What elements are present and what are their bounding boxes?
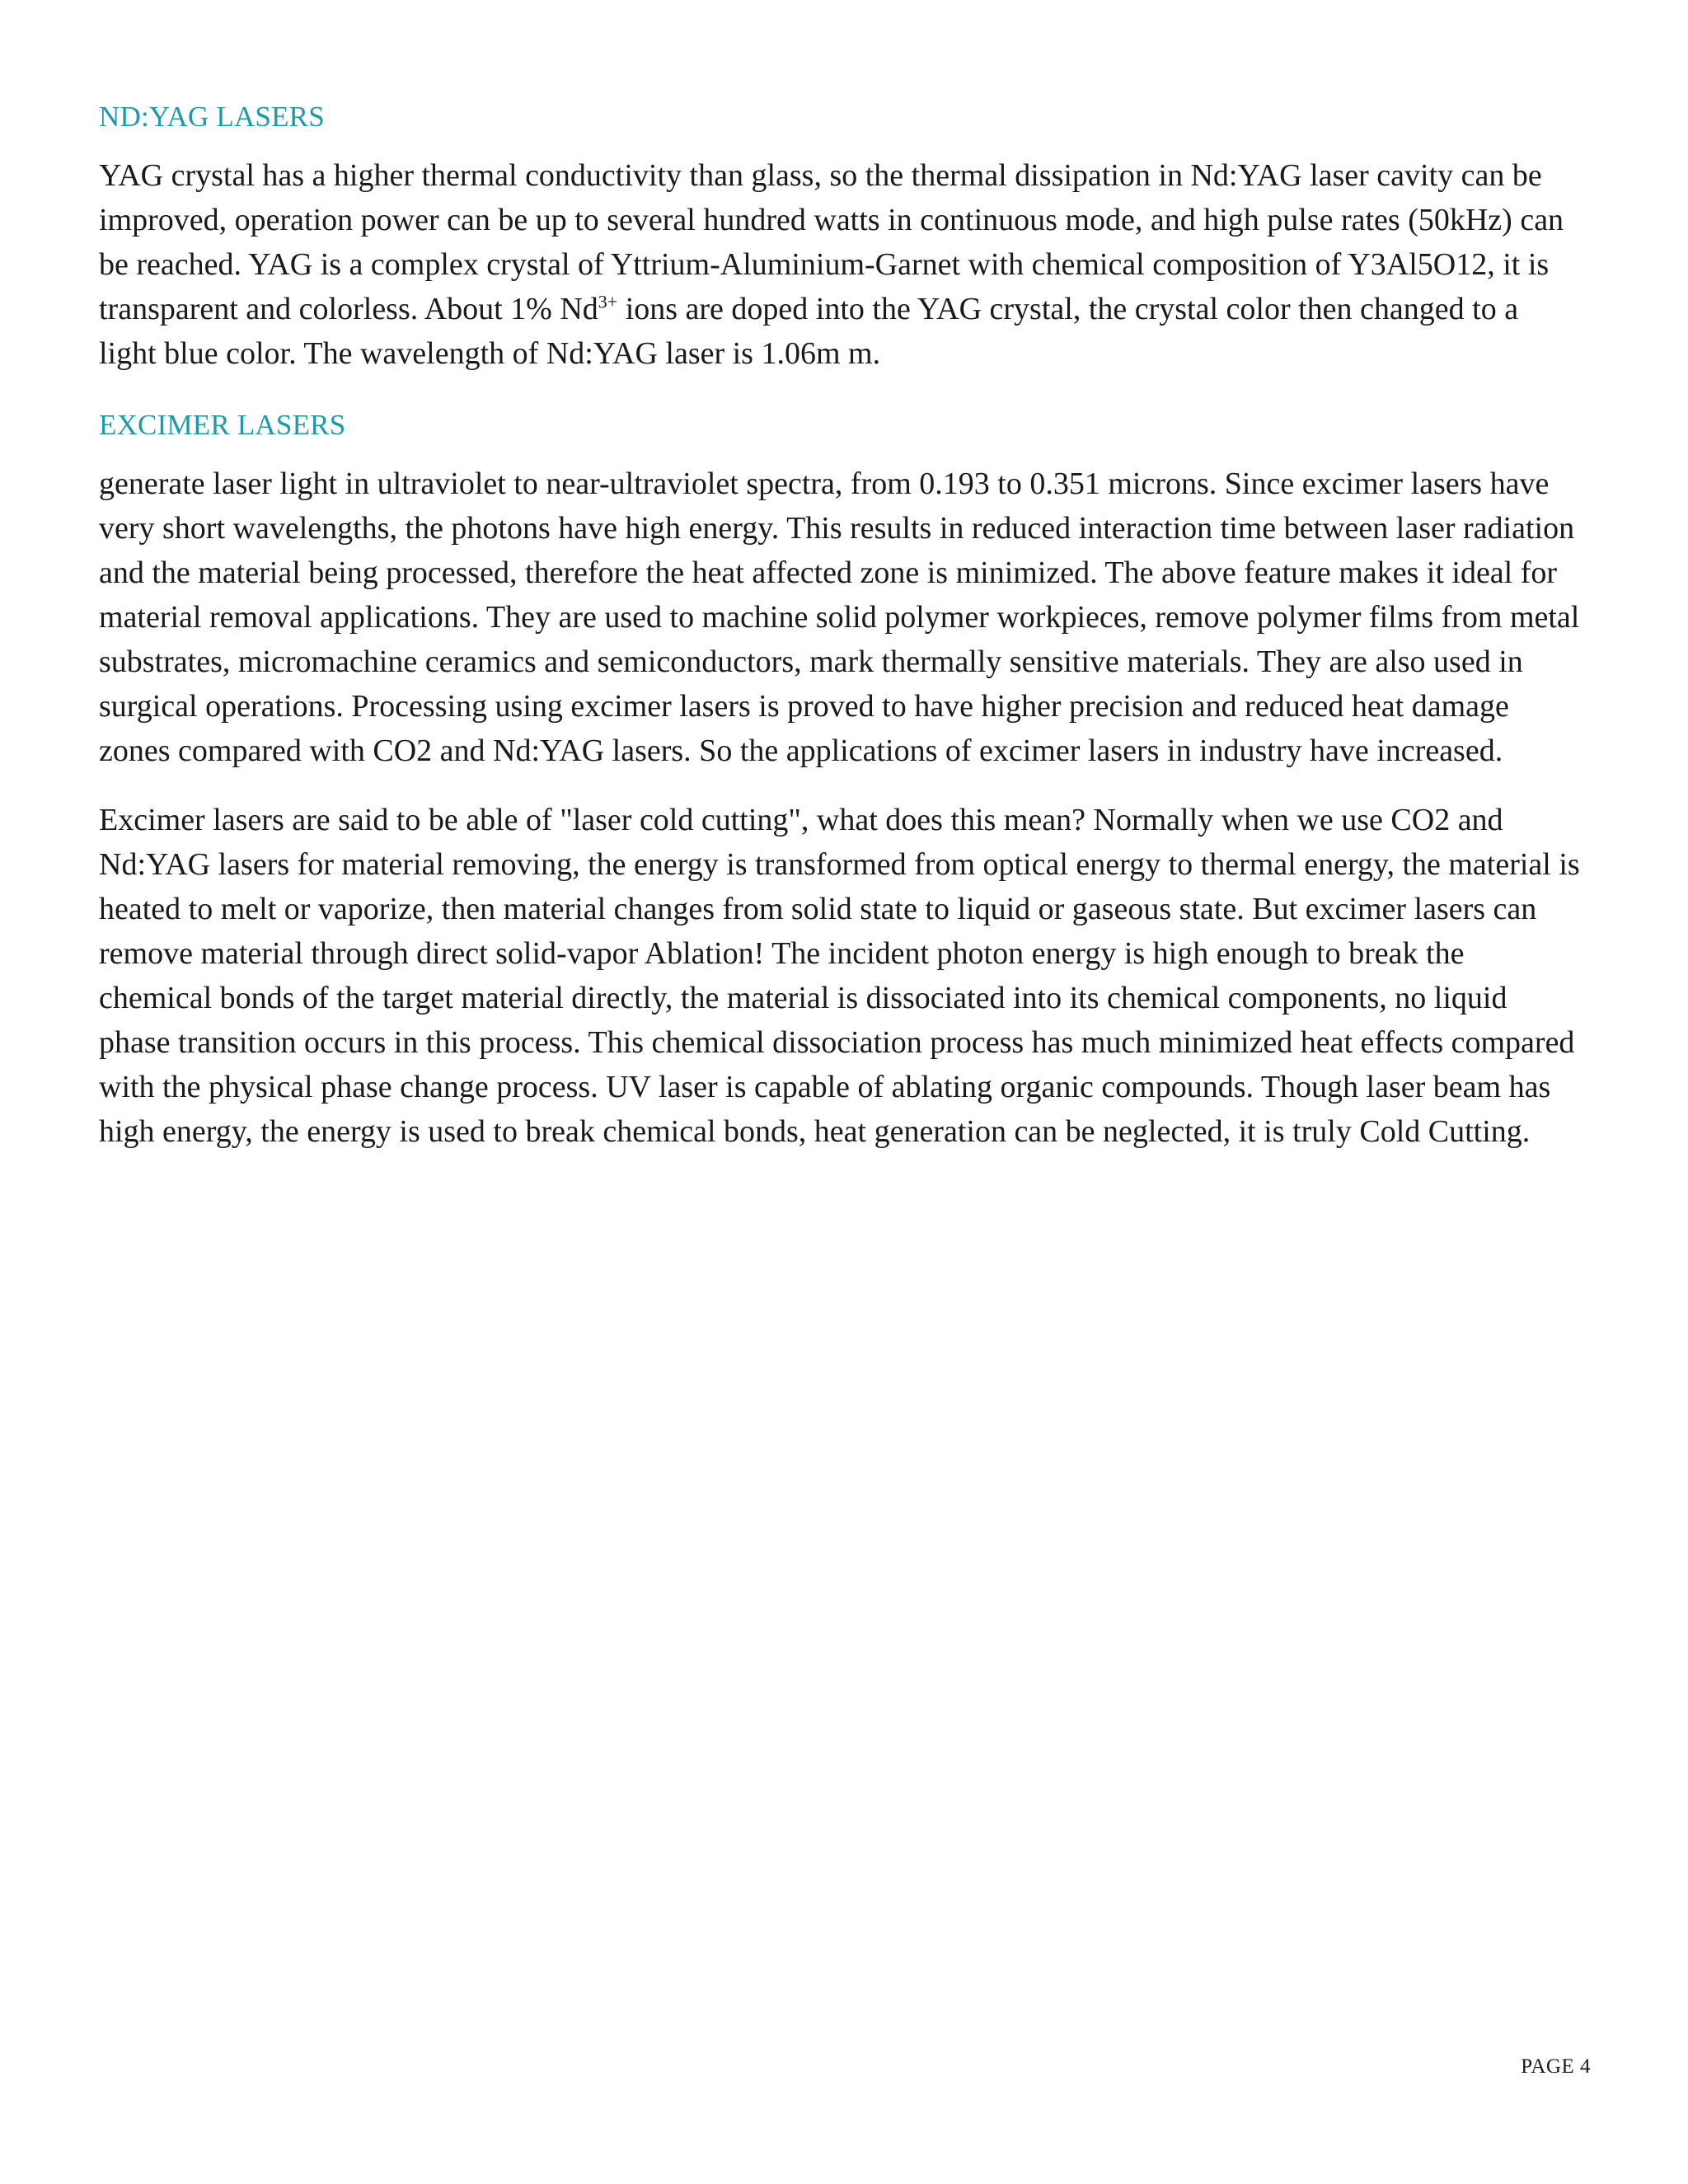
page-number: PAGE 4 [1521,2055,1591,2078]
superscript-charge: 3+ [598,291,618,312]
paragraph-ndyag-text-a: YAG crystal has a higher thermal conductivity than glass, so the thermal dissipation in Nd:YAG laser cavity can be improved, operation power can be up to several hundred watts in continuous mode, and high pulse rates (50kHz) can be reached. YAG is a complex crystal of Yttrium-Aluminium-Garnet with chemical composition of Y3Al5O12, it is transparent and colorless. About 1% Nd [99,158,1564,326]
page-content [99,97,1582,1179]
paragraph-excimer-intro: generate laser light in ultraviolet to near-ultraviolet spectra, from 0.193 to 0.351 microns. Since excimer lasers have very short wavelengths, the photons have high energy. This results in reduced interaction time between laser radiation and the material being processed, therefore the heat affected zone is minimized. The above feature makes it ideal for material removal applications. They are used to machine solid polymer workpieces, remove polymer films from metal substrates, micromachine ceramics and semiconductors, mark thermally sensitive materials. They are also used in surgical operations. Processing using excimer lasers is proved to have higher precision and reduced heat damage zones compared with CO2 and Nd:YAG lasers. So the applications of excimer lasers in industry have increased. [99,466,1580,768]
section-heading-excimer: EXCIMER LASERS [99,409,346,441]
paragraph-ndyag-text-b: ions are doped into the YAG crystal, the crystal color then changed to a light blue color. The wavelength of Nd:YAG laser is 1.06m m. [99,292,1519,371]
section-heading-ndyag: ND:YAG LASERS [99,101,325,133]
paragraph-ndyag [99,153,1582,376]
paragraph-excimer-cold-cutting: Excimer lasers are said to be able of "laser cold cutting", what does this mean? Normally when we use CO2 and Nd:YAG lasers for material removing, the energy is transformed from optical energy to thermal energy, the material is heated to melt or vaporize, then material changes from solid state to liquid or gaseous state. But excimer lasers can remove material through direct solid-vapor Ablation! The incident photon energy is high enough to break the chemical bonds of the target material directly, the material is dissociated into its chemical components, no liquid phase transition occurs in this process. This chemical dissociation process has much minimized heat effects compared with the physical phase change process. UV laser is capable of ablating organic compounds. Though laser beam has high energy, the energy is used to break chemical bonds, heat generation can be neglected, it is truly Cold Cutting. [99,803,1580,1149]
